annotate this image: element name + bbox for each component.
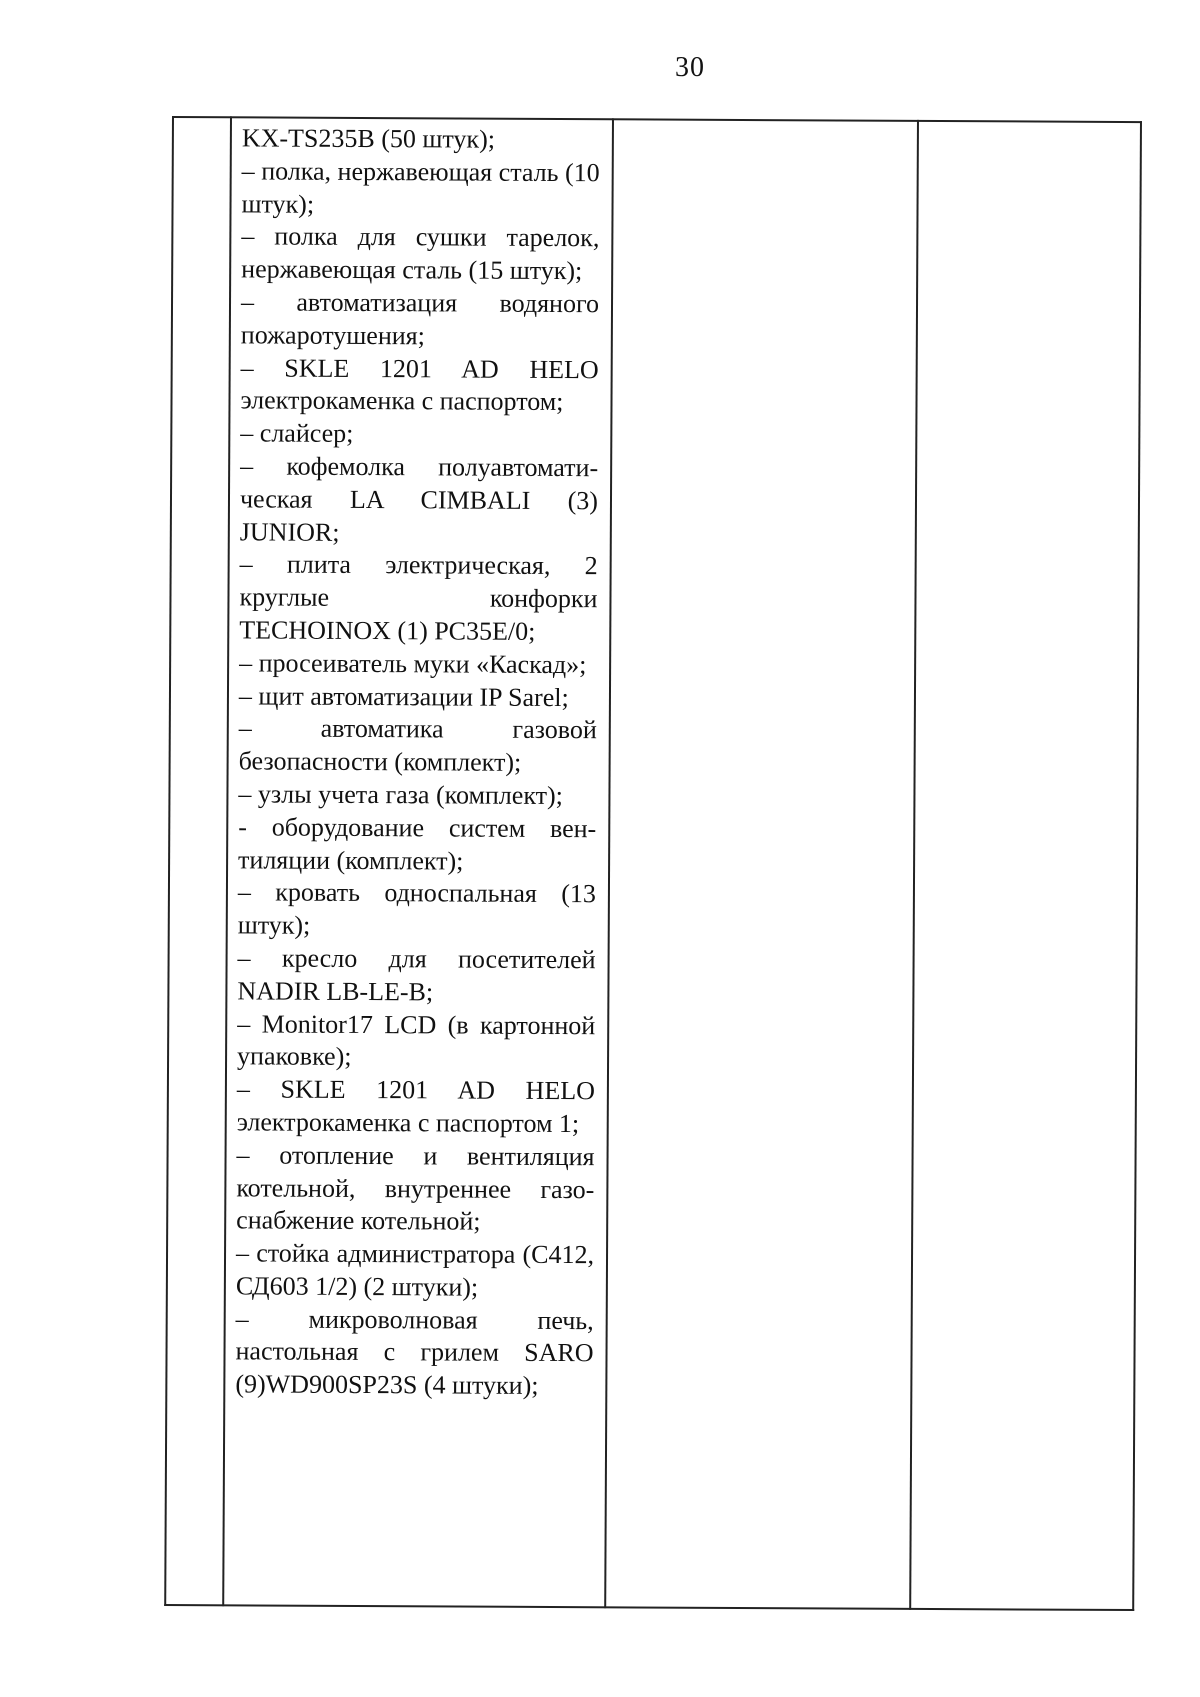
list-item: – просеиватель муки «Каскад»; — [239, 648, 587, 679]
list-item: – узлы учета газа (комплект); — [238, 779, 563, 810]
list-item: – полка, нержавеющая сталь (10 штук); — [241, 156, 600, 219]
list-item: – щит автоматизации IP Sarel; — [238, 680, 569, 712]
column-divider-1 — [222, 116, 232, 1606]
list-item: – автоматизация водяного пожаротушения; — [240, 287, 600, 351]
column-divider-2 — [604, 118, 614, 1608]
list-item: – стойка администратора (С412, СД603 1/2) (2 штуки); — [235, 1238, 595, 1302]
list-item: – кресло для посетителей NADIR LB-LE-B; — [237, 943, 596, 1007]
list-item: – кофемолка полуавтоматическая LA CIMBALI (3) JUNIOR; — [239, 451, 599, 547]
list-item: – отопление и вентиляция котельной, внутреннее газоснабжение котельной; — [236, 1140, 595, 1236]
equipment-list — [235, 122, 600, 1403]
list-item: – микроволновая печь, настольная с грилем SARO (9)WD900SP23S (4 штуки); — [235, 1304, 594, 1401]
list-item: – слайсер; — [240, 418, 354, 449]
list-item: – Monitor17 LCD (в картонной упаковке); — [237, 1008, 596, 1072]
list-item: – плита электрическая, 2 круглые конфорки TECHOINOX (1) PC35E/0; — [239, 549, 598, 646]
list-item: – полка для сушки тарелок, нержавеющая сталь (15 штук); — [241, 221, 600, 286]
page-number: 30 — [675, 52, 705, 83]
list-item: – SKLE 1201 AD HELO электрокаменка с паспортом; — [240, 352, 599, 417]
list-item: KX-TS235B (50 штук); — [241, 123, 496, 154]
equipment-table — [164, 116, 1142, 1611]
table-right-border — [1132, 121, 1142, 1611]
list-item: – SKLE 1201 AD HELO электрокаменка с паспортом 1; — [236, 1074, 595, 1139]
table-left-border — [164, 116, 174, 1606]
table-bottom-border — [164, 1604, 1134, 1611]
column-divider-3 — [909, 120, 919, 1610]
list-item: – автоматика газовой безопасности (комплект); — [238, 713, 597, 777]
list-item: - оборудование систем вентиляции (комплект); — [238, 812, 597, 876]
list-item: – кровать односпальная (13 штук); — [237, 877, 597, 940]
